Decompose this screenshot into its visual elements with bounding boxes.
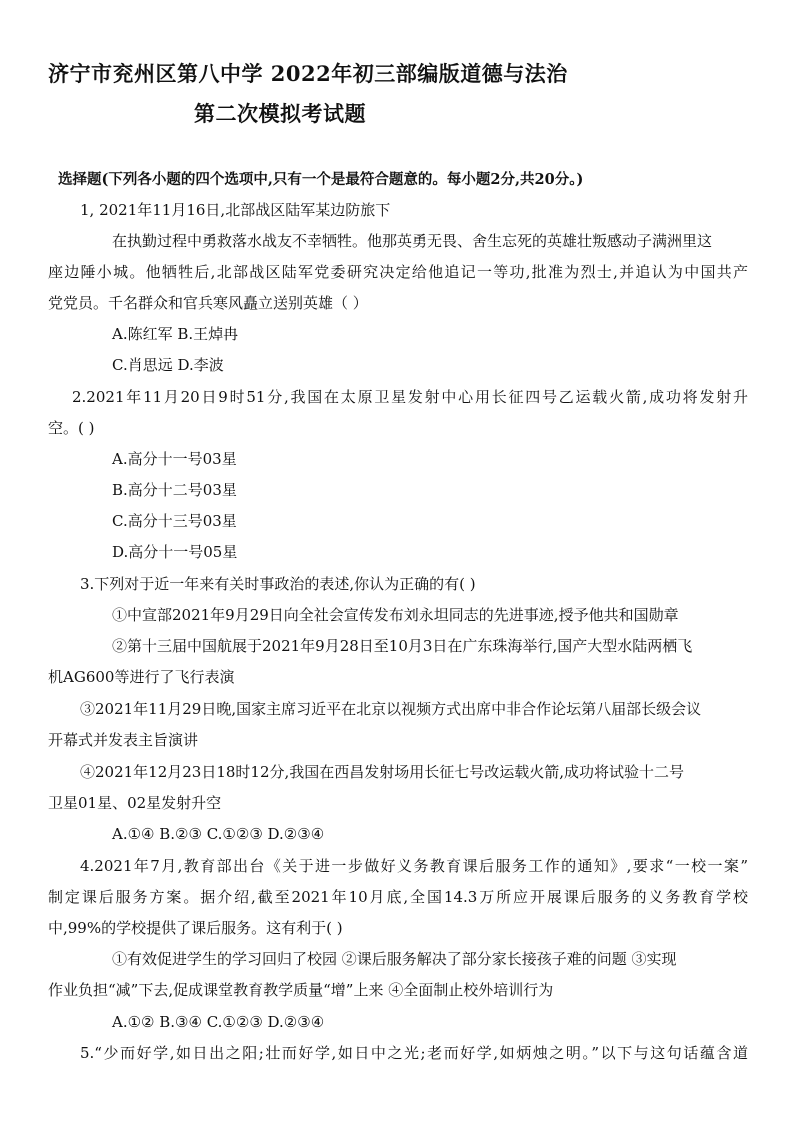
q3-item-2: ②第十三届中国航展于2021年9月28日至10月3日在广东珠海举行,国产大型水陆两栖飞 (112, 637, 693, 655)
q3-item-1: ①中宣部2021年9月29日向全社会宣传发布刘永坦同志的先进事迹,授予他共和国勋章 (112, 606, 679, 624)
q3-options: A.①④ B.②③ C.①②③ D.②③④ (112, 825, 325, 843)
q3-item-3-cont: 开幕式并发表主旨演讲 (48, 731, 199, 749)
q2-option-d: D.高分十一号05星 (112, 543, 238, 561)
exam-title: 济宁市兖州区第八中学 2022年初三部编版道德与法治 (48, 61, 568, 86)
q1-options-row-1: A.陈红军 B.王焯冉 (112, 325, 239, 343)
section-heading: 选择题(下列各小题的四个选项中,只有一个是最符合题意的。每小题2分,共20分。) (58, 171, 584, 188)
q1-stem-line-3: 座边陲小城。他牺牲后,北部战区陆军党委研究决定给他追记一等功,批准为烈士,并追认为中国共产 (48, 263, 748, 281)
q5-stem: 5.“少而好学,如日出之阳;壮而好学,如日中之光;老而好学,如炳烛之明。”以下与这句话蕴含道 (80, 1044, 748, 1062)
q3-stem: 3.下列对于近一年来有关时事政治的表述,你认为正确的有( ) (80, 575, 476, 593)
exam-subtitle: 第二次模拟考试题 (194, 101, 366, 126)
q2-option-a: A.高分十一号03星 (112, 450, 237, 468)
q2-stem-line-2: 空。( ) (48, 419, 95, 437)
q4-items-line-2: 作业负担“减”下去,促成课堂教育教学质量“增”上来 ④全面制止校外培训行为 (48, 981, 554, 999)
q3-item-4-cont: 卫星01星、02星发射升空 (48, 794, 222, 812)
q3-item-2-cont: 机AG600等进行了飞行表演 (48, 668, 235, 686)
q2-option-c: C.高分十三号03星 (112, 512, 237, 530)
q1-options-row-2: C.肖思远 D.李波 (112, 356, 224, 374)
q3-item-4: ④2021年12月23日18时12分,我国在西昌发射场用长征七号改运载火箭,成功将试验十二号 (80, 763, 685, 781)
q4-stem-line-2: 制定课后服务方案。据介绍,截至2021年10月底,全国14.3万所应开展课后服务的义务教育学校 (48, 888, 748, 906)
q4-options: A.①② B.③④ C.①②③ D.②③④ (112, 1013, 325, 1031)
q1-stem-line-4: 党党员。千名群众和官兵寒风矗立送别英雄（ ） (48, 294, 368, 312)
q1-stem-line-1: 1, 2021年11月16日,北部战区陆军某边防旅下 (80, 201, 391, 219)
q4-stem-line-3: 中,99%的学校提供了课后服务。这有利于( ) (48, 919, 343, 937)
q2-option-b: B.高分十二号03星 (112, 481, 237, 499)
q4-stem-line-1: 4.2021年7月,教育部出台《关于进一步做好义务教育课后服务工作的通知》,要求“一校一案” (80, 857, 748, 875)
q1-stem-line-2: 在执勤过程中勇救落水战友不幸牺牲。他那英勇无畏、舍生忘死的英雄壮叛感动子满洲里这 (112, 232, 713, 250)
q2-stem-line-1: 2.2021年11月20日9时51分,我国在太原卫星发射中心用长征四号乙运载火箭,成功将发射升 (72, 388, 748, 406)
q3-item-3: ③2021年11月29日晚,国家主席习近平在北京以视频方式出席中非合作论坛第八届部长级会议 (80, 700, 702, 718)
q4-items-line-1: ①有效促进学生的学习回归了校园 ②课后服务解决了部分家长接孩子难的问题 ③实现 (112, 950, 677, 968)
